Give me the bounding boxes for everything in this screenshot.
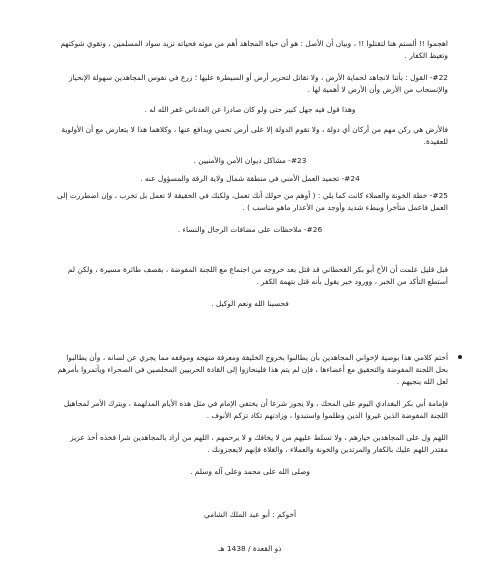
paragraph-hasbuna: فحسبنا الله ونعم الوكيل . [211, 299, 289, 308]
date-line: ذو القعدة / 1438 هـ [218, 544, 282, 553]
bullet-icon [458, 355, 462, 359]
paragraph-adnani-comment: وهذا قول فيه جهل كبير حتى ولو كان صادرا عن العدناني غفر الله له . [144, 105, 356, 114]
point-24-security-freeze: #24- تجميد العمل الأمني في منطقة شمال ولاية الرقة والمسؤول عنه . [140, 174, 360, 183]
paragraph-imamate: فإمامة أبي بكر البغدادي اليوم على المحك ، ولا يجوز شرعا أن يختفي الإمام في مثل هذه الأيام المدلهمة ، ويترك الأمر لمجاهيل اللجنة المفوضة الذين غيروا الدين وظلموا واستبدوا ، وزادتهم تكاد تزكم الأنوف . [63, 399, 448, 420]
bullet-item-final-advice [52, 352, 448, 388]
paragraph-land-pillar: فالأرض هي ركن مهم من أركان أي دولة ، ولا تقوم الدولة إلا على أرض تحمي ويدافع عنها ، وكلاهما هذا لا يتعارض مع أن الأولوية للعقيدة. [61, 125, 448, 146]
point-26-guesthouses: #26- ملاحظات على مضافات الرجال والنساء . [177, 225, 323, 234]
paragraph-prayer: اللهم ول على المجاهدين خيارهم ، ولا تسلط عليهم من لا يخافك و لا يرحمهم ، اللهم من أراد بالمجاهدين شرا فخذه أخذ عزيز مقتدر اللهم عليك بالكفار والمرتدين والخونة والعملاء ، والغلاة فإنهم لايعجزونك . [70, 433, 448, 454]
point-25-traitors-plan: #25- خطة الخونة والعملاء كانت كما يلي : ( أوهم من حولك أنك تعمل، ولكنك في الحقيقة لا تعمل بل تخرب ، وإن اضطررت إلى العمل فاعمل متأخرا وببطء شديد وأوجد من الأعذار ماهو مناسب ) . [57, 191, 448, 212]
bullet-text: أختم كلامي هذا بوصية لإخواني المجاهدين بأن يطالبوا بخروج الخليفة ومعرفة منهجه وموقفه مما يجري عن لسانه ، وأن يطالبوا بحل اللجنة المفوضة والتحقيق مع أعضاءها ، فإن لم يتم هذا فلينحازوا إلى القادة الحربيين المخلصين في الصحراء ويأتمروا بأمرهم لعل الله ينجيهم . [57, 353, 448, 386]
paragraph-qahtani-news: قبل قليل علمت أن الأخ أبو بكر القحطاني قد قتل بعد خروجه من اجتماع مع اللجنة المفوضة ، بقصف طائرة مسيرة ، ولكن لم أستطع التأكد من الخبر ، وورود خبر يقول بأنه قتل بتهمة الكفر . [67, 265, 448, 286]
point-23-security: #23- مشاكل ديوان الأمن والأمنيين . [193, 156, 307, 165]
paragraph-attack-order: اهجموا !! ألستم هنا لتقتلوا !! ، وبيان أن الأصل : هو أن حياة المجاهد أهم من موته فحياته تزيد سواد المسلمين ، وتقوي شوكتهم وتغيظ الكفار . [60, 39, 448, 60]
point-22-land: #22- القول : بأننا لانجاهد لحماية الأرض ، ولا نقاتل لتحرير أرض أو السيطرة عليها ؛ زرع في نفوس المجاهدين سهولة الإنحياز والإنسحاب من الأرض وأن الأرض لا أهمية لها . [68, 73, 448, 94]
signature-line: أخوكم : أبو عبد الملك الشامي [203, 510, 297, 519]
paragraph-salutation: وصلى الله على محمد وعلى آله وسلم . [190, 467, 310, 476]
